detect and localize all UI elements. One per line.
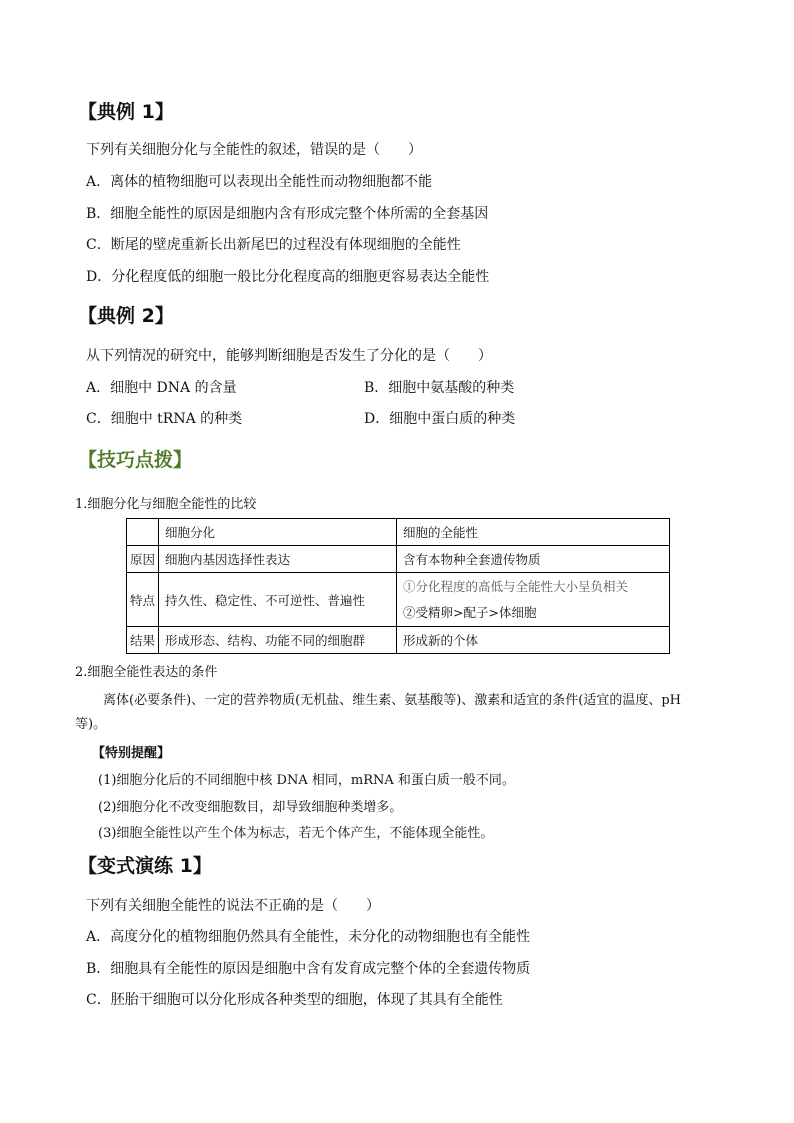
row-label: 特点 bbox=[127, 573, 159, 627]
variant1-option-b: B．细胞具有全能性的原因是细胞中含有发育成完整个体的全套遗传物质 bbox=[86, 961, 531, 977]
row-label: 结果 bbox=[127, 627, 159, 654]
table-header-cell: 细胞的全能性 bbox=[397, 519, 670, 546]
example1-heading: 【典例 1】 bbox=[78, 101, 174, 123]
table-row bbox=[127, 546, 670, 573]
variant1-question: 下列有关细胞全能性的说法不正确的是（ ） bbox=[86, 898, 380, 914]
reminder-3: (3)细胞全能性以产生个体为标志，若无个体产生，不能体现全能性。 bbox=[98, 826, 494, 841]
table-header-cell bbox=[127, 519, 159, 546]
reminder-2: (2)细胞分化不改变细胞数目，却导致细胞种类增多。 bbox=[98, 800, 403, 815]
example2-heading: 【典例 2】 bbox=[78, 305, 174, 327]
differentiation-cell: 持久性、稳定性、不可逆性、普遍性 bbox=[159, 573, 397, 627]
variant1-heading: 【变式演练 1】 bbox=[78, 855, 212, 877]
section2-title: 2.细胞全能性表达的条件 bbox=[75, 665, 218, 680]
differentiation-cell: 形成形态、结构、功能不同的细胞群 bbox=[159, 627, 397, 654]
conditions-line-1: 离体(必要条件)、一定的营养物质(无机盐、维生素、氨基酸等)、激素和适宜的条件(适宜的温度、pH bbox=[103, 693, 682, 708]
conditions-line-2: 等)。 bbox=[75, 717, 107, 732]
example1-option-a: A．离体的植物细胞可以表现出全能性而动物细胞都不能 bbox=[86, 174, 433, 190]
totipotency-cell: 形成新的个体 bbox=[397, 627, 670, 654]
reminder-1: (1)细胞分化后的不同细胞中核 DNA 相同，mRNA 和蛋白质一般不同。 bbox=[98, 773, 515, 788]
totipotency-cell bbox=[397, 573, 670, 627]
example2-option-d: D．细胞中蛋白质的种类 bbox=[364, 411, 516, 427]
table-header-row bbox=[127, 519, 670, 546]
example1-option-d: D．分化程度低的细胞一般比分化程度高的细胞更容易表达全能性 bbox=[86, 269, 490, 285]
comparison-table bbox=[126, 518, 670, 654]
totipotency-line: ②受精卵>配子>体细胞 bbox=[403, 604, 537, 620]
example1-option-c: C．断尾的壁虎重新长出新尾巴的过程没有体现细胞的全能性 bbox=[86, 237, 461, 253]
example2-question: 从下列情况的研究中，能够判断细胞是否发生了分化的是（ ） bbox=[86, 348, 492, 364]
totipotency-line: ①分化程度的高低与全能性大小呈负相关 bbox=[403, 578, 629, 594]
table-header-cell: 细胞分化 bbox=[159, 519, 397, 546]
example2-option-a: A．细胞中 DNA 的含量 bbox=[86, 380, 237, 396]
example2-option-b: B．细胞中氨基酸的种类 bbox=[364, 380, 515, 396]
table-row bbox=[127, 627, 670, 654]
table-row bbox=[127, 573, 670, 627]
variant1-option-c: C．胚胎干细胞可以分化形成各种类型的细胞，体现了其具有全能性 bbox=[86, 992, 503, 1008]
example2-option-c: C．细胞中 tRNA 的种类 bbox=[86, 411, 243, 427]
tips-heading: 【技巧点拨】 bbox=[78, 449, 193, 471]
row-label: 原因 bbox=[127, 546, 159, 573]
reminder-title: 【特别提醒】 bbox=[92, 746, 171, 761]
section1-title: 1.细胞分化与细胞全能性的比较 bbox=[75, 497, 257, 512]
example1-question: 下列有关细胞分化与全能性的叙述，错误的是（ ） bbox=[86, 142, 422, 158]
totipotency-cell: 含有本物种全套遗传物质 bbox=[397, 546, 670, 573]
example1-option-b: B．细胞全能性的原因是细胞内含有形成完整个体所需的全套基因 bbox=[86, 206, 489, 222]
differentiation-cell: 细胞内基因选择性表达 bbox=[159, 546, 397, 573]
variant1-option-a: A．高度分化的植物细胞仍然具有全能性，未分化的动物细胞也有全能性 bbox=[86, 929, 531, 945]
